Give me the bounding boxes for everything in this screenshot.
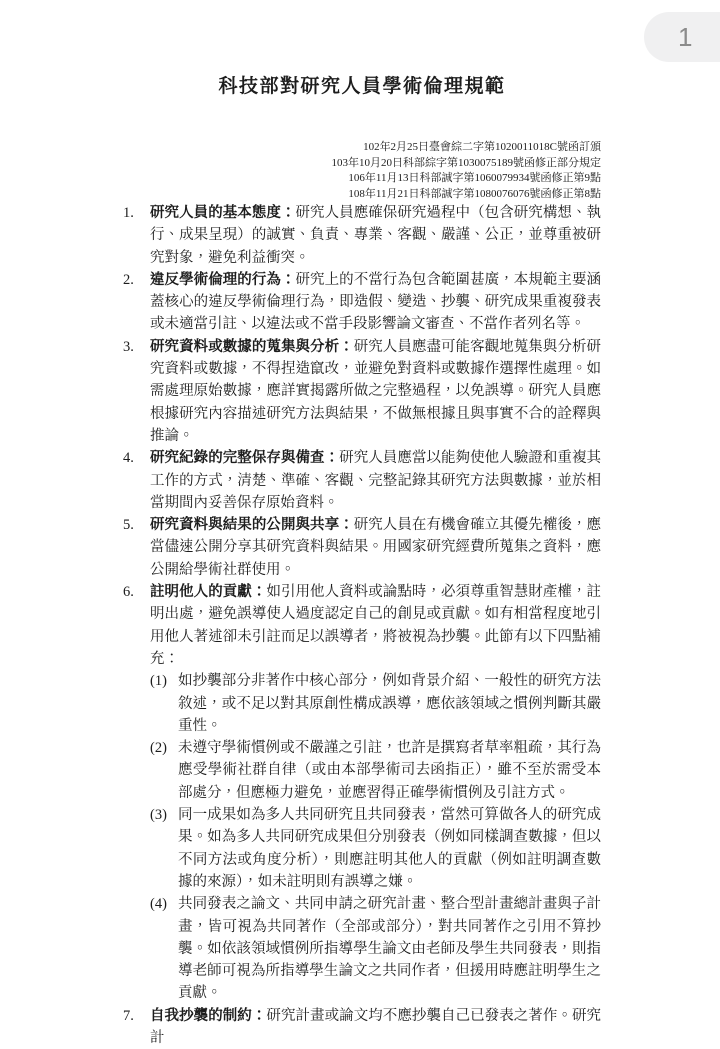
item-number: 7. — [123, 1007, 134, 1024]
sub-item-number: (2) — [150, 740, 167, 757]
sub-item-text: 同一成果如為多人共同研究且共同發表，當然可算做各人的研究成果。如為多人共同研究成果但分別發表（例如同樣調查數據，但以不同方法或角度分析），則應註明其他人的貢獻（例如註明調查數據的來源），如未註明則有誤導之嫌。 — [178, 807, 601, 890]
item-heading: 研究人員的基本態度： — [150, 205, 296, 221]
document-page — [123, 74, 601, 1049]
item-body: 研究人員應確保研究過程中（包含研究構想、執行、成果呈現）的誠實、負責、專業、客觀、嚴謹、公正，並尊重被研究對象，避免利益衝突。 — [150, 205, 601, 266]
sub-item-text: 未遵守學術慣例或不嚴謹之引註，也許是撰寫者草率粗疏，其行為應受學術社群自律（或由本部學術司去函指正），雖不至於需受本部處分，但應極力避免，並應習得正確學術慣例及引註方式。 — [178, 740, 601, 801]
item-body: 研究人員應盡可能客觀地蒐集與分析研究資料或數據，不得捏造竄改，並避免對資料或數據作選擇性處理。如需處理原始數據，應詳實揭露所做之完整過程，以免誤導。研究人員應根據研究內容描述研究方法與結果，不做無根據且與事實不合的詮釋與推論。 — [150, 338, 602, 444]
item-number: 5. — [123, 517, 134, 534]
promulgation-line: 103年10月20日科部綜字第1030075189號函修正部分規定 — [331, 156, 601, 169]
sub-item-number: (1) — [150, 673, 167, 690]
item-heading: 註明他人的貢獻： — [150, 584, 267, 601]
ethics-item — [123, 447, 601, 514]
item-heading: 自我抄襲的制約： — [150, 1007, 267, 1024]
page-number-badge: 1 — [644, 12, 720, 62]
sub-item-number: (4) — [150, 896, 167, 913]
item-number: 3. — [123, 338, 134, 355]
sub-item-text: 如抄襲部分非著作中核心部分，例如背景介紹、一般性的研究方法敘述，或不足以對其原創性構成誤導，應依該領域之慣例判斷其嚴重性。 — [178, 673, 601, 734]
item-heading: 研究資料或數據的蒐集與分析： — [150, 338, 354, 355]
item-body: 研究計畫或論文均不應抄襲自己已發表之著作。研究計 — [150, 1007, 602, 1046]
item-number: 4. — [123, 450, 134, 467]
sub-item — [150, 893, 601, 1004]
item-body: 研究人員在有機會確立其優先權後，應當儘速公開分享其研究資料與結果。用國家研究經費所蒐集之資料，應公開給學術社群使用。 — [150, 517, 602, 578]
ethics-item — [123, 202, 601, 269]
promulgation-block — [123, 140, 601, 201]
item-number: 2. — [123, 271, 134, 288]
ethics-item — [123, 581, 601, 1005]
document-title: 科技部對研究人員學術倫理規範 — [218, 76, 506, 97]
item-body: 研究人員應當以能夠使他人驗證和重複其工作的方式，清楚、準確、客觀、完整記錄其研究方法與數據，並於相當期間內妥善保存原始資料。 — [150, 450, 602, 511]
sub-item — [150, 737, 601, 804]
item-number: 1. — [123, 205, 134, 221]
ethics-item — [123, 1005, 601, 1049]
item-heading: 違反學術倫理的行為： — [150, 271, 296, 288]
item-number: 6. — [123, 584, 134, 601]
ethics-item — [123, 514, 601, 581]
sub-item — [150, 670, 601, 737]
sub-item-text: 共同發表之論文、共同申請之研究計畫、整合型計畫總計畫與子計畫，皆可視為共同著作（全部或部分），對共同著作之引用不算抄襲。如依該領域慣例所指導學生論文由老師及學生共同發表，則指導老師可視為所指導學生論文之共同作者，但援用時應註明學生之貢獻。 — [178, 896, 601, 1002]
ethics-item — [123, 269, 601, 336]
item-body: 研究上的不當行為包含範圍甚廣，本規範主要涵蓋核心的違反學術倫理行為，即造假、變造、抄襲、研究成果重複發表或未適當引註、以違法或不當手段影響論文審查、不當作者列名等。 — [150, 271, 601, 333]
promulgation-line: 102年2月25日臺會綜二字第1020011018C號函訂頒 — [363, 141, 601, 153]
item-heading: 研究資料與結果的公開與共享： — [150, 517, 354, 534]
sub-item-number: (3) — [150, 807, 167, 824]
promulgation-line: 106年11月13日科部誠字第1060079934號函修正第9點 — [348, 172, 601, 184]
item-heading: 研究紀錄的完整保存與備查： — [150, 450, 340, 467]
ethics-item — [123, 336, 601, 447]
sub-item — [150, 804, 601, 893]
item-body: 如引用他人資料或論點時，必須尊重智慧財產權，註明出處，避免誤導使人過度認定自己的創見或貢獻。如有相當程度地引用他人著述卻未引註而足以誤導者，將被視為抄襲。此節有以下四點補充： — [150, 584, 602, 667]
promulgation-line: 108年11月21日科部誠字第1080076076號函修正第8點 — [348, 187, 601, 200]
